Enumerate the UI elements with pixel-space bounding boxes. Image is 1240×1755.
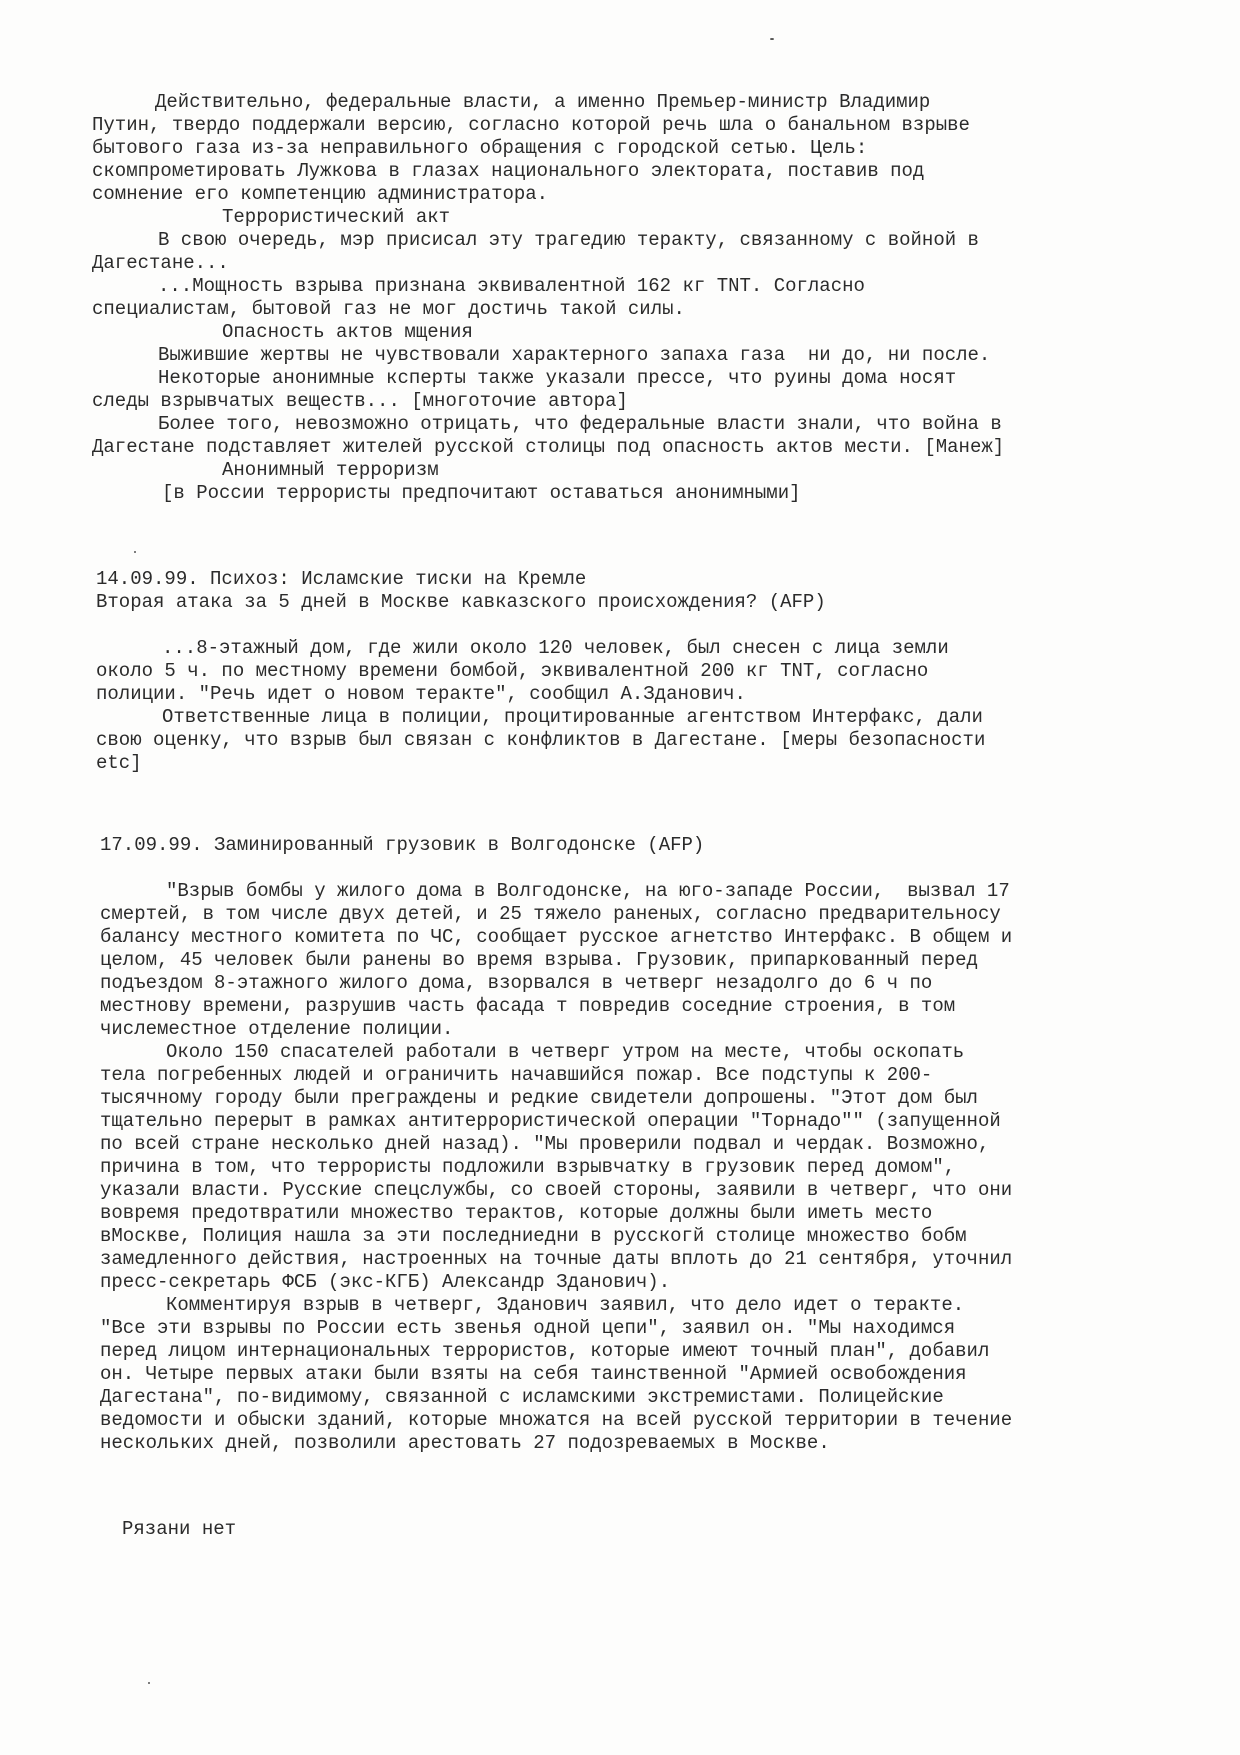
text-line: Некоторые анонимные ксперты также указали прессе, что руины дома носят bbox=[158, 367, 957, 389]
text-line: ...Мощность взрыва признана эквивалентной 162 кг TNT. Согласно bbox=[158, 275, 865, 297]
text-line: следы взрывчатых веществ... [многоточие автора] bbox=[92, 390, 628, 412]
text-line: "Все эти взрывы по России есть звенья одной цепи", заявил он. "Мы находимся bbox=[100, 1317, 956, 1339]
scan-speck bbox=[770, 38, 774, 40]
text-line: Дагестана", по-видимому, связанной с исламскими экстремистами. Полицейские bbox=[100, 1386, 944, 1408]
text-line: Дагестане подставляет жителей русской столицы под опасность актов мести. [Манеж] bbox=[92, 436, 1005, 458]
text-line: числеместное отделение полиции. bbox=[100, 1018, 454, 1040]
text-line: etc] bbox=[96, 752, 142, 774]
text-line: по всей стране несколько дней назад). "Мы проверили подвал и чердак. Возможно, bbox=[100, 1133, 990, 1155]
text-line: он. Четыре первых атаки были взяты на себя таинственной "Армией освобождения bbox=[100, 1363, 967, 1385]
text-line: тела погребенных людей и ограничить начавшийся пожар. Все подступы к 200- bbox=[100, 1064, 933, 1086]
text-line: Около 150 спасателей работали в четверг утром на месте, чтобы оскопать bbox=[166, 1041, 965, 1063]
text-line: В свою очередь, мэр присисал эту трагедию теракту, связанному с войной в bbox=[158, 229, 979, 251]
article-title: 14.09.99. Психоз: Исламские тиски на Кремле bbox=[96, 568, 587, 590]
text-line: Действительно, федеральные власти, а именно Премьер-министр Владимир bbox=[155, 91, 931, 113]
text-line: около 5 ч. по местному времени бомбой, эквивалентной 200 кг TNT, согласно bbox=[96, 660, 929, 682]
text-line: бытового газа из-за неправильного обращения с городской сетью. Цель: bbox=[92, 137, 868, 159]
text-line: причина в том, что террористы подложили взрывчатку в грузовик перед домом", bbox=[100, 1156, 956, 1178]
text-line: свою оценку, что взрыв был связан с конфликтов в Дагестане. [меры безопасности bbox=[96, 729, 986, 751]
scan-speck bbox=[148, 1682, 150, 1684]
text-line: специалистам, бытовой газ не мог достичь такой силы. bbox=[92, 298, 685, 320]
text-line: тысячному городу были преграждены и редкие свидетели допрошены. "Этот дом был bbox=[100, 1087, 978, 1109]
text-line: указали власти. Русские спецслужбы, со своей стороны, заявили в четверг, что они bbox=[100, 1179, 1013, 1201]
text-line: местнову времени, разрушив часть фасада т повредив соседние строения, в том bbox=[100, 995, 956, 1017]
text-line: нескольких дней, позволили арестовать 27 подозреваемых в Москве. bbox=[100, 1432, 830, 1454]
text-line: Дагестане... bbox=[92, 252, 229, 274]
text-line: целом, 45 человек были ранены во время взрыва. Грузовик, припаркованный перед bbox=[100, 949, 978, 971]
text-line: ведомости и обыски зданий, которые множатся на всей русской территории в течение bbox=[100, 1409, 1013, 1431]
text-line: [в России террористы предпочитают оставаться анонимными] bbox=[162, 482, 801, 504]
text-line: вМоскве, Полиция нашла за эти последниедни в русскогй столице множество бобм bbox=[100, 1225, 967, 1247]
section-heading: Анонимный терроризм bbox=[222, 459, 439, 481]
section-heading: Опасность актов мщения bbox=[222, 321, 473, 343]
article-title: 17.09.99. Заминированный грузовик в Волгодонске (AFP) bbox=[100, 834, 705, 856]
text-line: Более того, невозможно отрицать, что федеральные власти знали, что война в bbox=[158, 413, 1002, 435]
text-line: балансу местного комитета по ЧС, сообщает русское агнетство Интерфакс. В общем и bbox=[100, 926, 1013, 948]
text-line: вовремя предотвратили множество терактов, которые должны были иметь место bbox=[100, 1202, 933, 1224]
footer-note: Рязани нет bbox=[122, 1518, 237, 1540]
article-subtitle: Вторая атака за 5 дней в Москве кавказского происхождения? (AFP) bbox=[96, 591, 826, 613]
scan-speck bbox=[134, 551, 136, 553]
text-line: "Взрыв бомбы у жилого дома в Волгодонске, на юго-западе России, вызвал 17 bbox=[166, 880, 1010, 902]
text-line: пресс-секретарь ФСБ (экс-КГБ) Александр Зданович). bbox=[100, 1271, 671, 1293]
text-line: Выжившие жертвы не чувствовали характерного запаха газа ни до, ни после. bbox=[158, 344, 991, 366]
text-line: смертей, в том числе двух детей, и 25 тяжело раненых, согласно предварительносу bbox=[100, 903, 1001, 925]
text-line: тщательно перерыт в рамках антитеррористической операции "Торнадо"" (запущенной bbox=[100, 1110, 1001, 1132]
text-line: перед лицом интернациональных террористов, которые имеют точный план", добавил bbox=[100, 1340, 990, 1362]
text-line: подъездом 8-этажного жилого дома, взорвался в четверг незадолго до 6 ч по bbox=[100, 972, 933, 994]
text-line: Ответственные лица в полиции, процитированные агентством Интерфакс, дали bbox=[162, 706, 983, 728]
text-line: ...8-этажный дом, где жили около 120 человек, был снесен с лица земли bbox=[162, 637, 949, 659]
section-heading: Террористический акт bbox=[222, 206, 451, 228]
text-line: скомпрометировать Лужкова в глазах национального электората, поставив под bbox=[92, 160, 925, 182]
text-line: замедленного действия, настроенных на точные даты вплоть до 21 сентября, уточнил bbox=[100, 1248, 1013, 1270]
text-line: сомнение его компетенцию администратора. bbox=[92, 183, 549, 205]
text-line: Комментируя взрыв в четверг, Зданович заявил, что дело идет о теракте. bbox=[166, 1294, 965, 1316]
text-line: Путин, твердо поддержали версию, согласно которой речь шла о банальном взрыве bbox=[92, 114, 970, 136]
text-line: полиции. "Речь идет о новом теракте", сообщил А.Зданович. bbox=[96, 683, 746, 705]
